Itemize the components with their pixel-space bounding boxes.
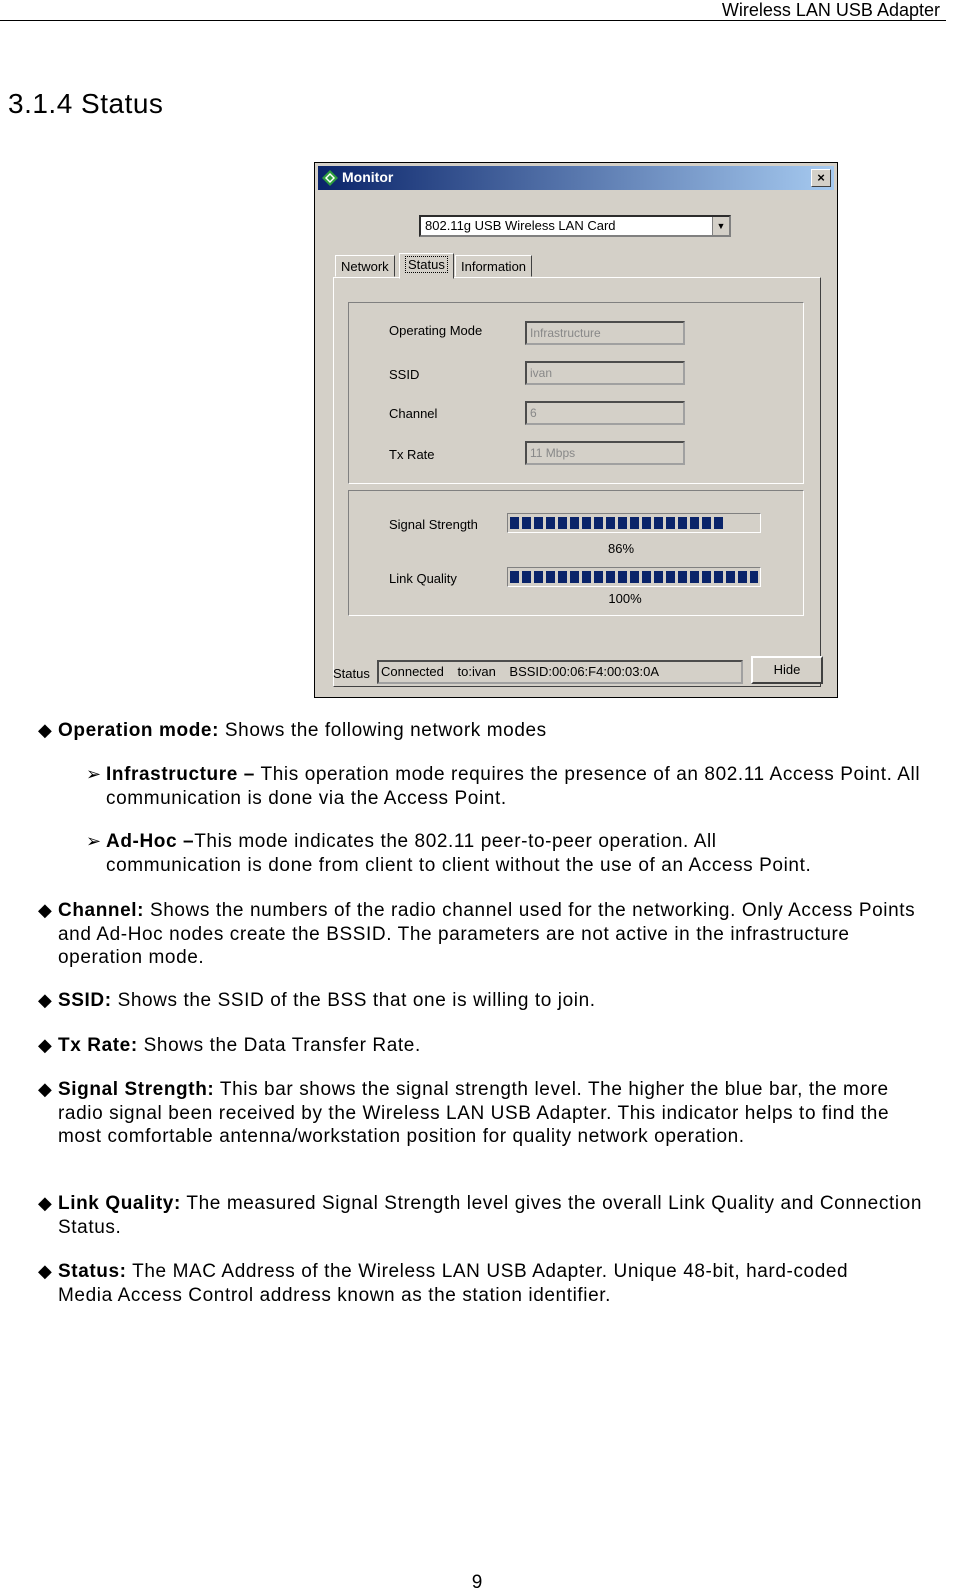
signal-strength-label: Signal Strength: [389, 517, 478, 532]
item-ssid: [58, 989, 928, 1013]
status-label: Status: [333, 666, 370, 681]
desc-ssid: Shows the SSID of the BSS that one is willing to join.: [117, 990, 596, 1011]
tab-information[interactable]: [455, 255, 532, 277]
link-quality-label: Link Quality: [389, 571, 457, 586]
term-operation-mode: Operation mode:: [58, 720, 220, 741]
arrow-bullet-icon: ➢: [86, 831, 102, 851]
term-signal-strength: Signal Strength:: [58, 1079, 215, 1100]
desc-channel: Shows the numbers of the radio channel used for the networking. Only Access Points and Ad-Hoc nodes create the BSSID. The parameters are not active in the infrastructure operation mode.: [58, 900, 916, 968]
desc-status: The MAC Address of the Wireless LAN USB Adapter. Unique 48-bit, hard-coded Media Access Control address known as the station identifier.: [58, 1261, 849, 1306]
arrow-bullet-icon: ➢: [86, 764, 102, 784]
term-channel: Channel:: [58, 900, 145, 921]
signal-strength-percent: 86%: [607, 541, 635, 556]
link-quality-bar: [507, 567, 761, 587]
diamond-bullet-icon: ◆: [38, 720, 52, 740]
item-operation-mode: [58, 719, 928, 743]
channel-field: 6: [525, 401, 685, 425]
diamond-bullet-icon: ◆: [38, 1193, 52, 1213]
desc-tx-rate: Shows the Data Transfer Rate.: [143, 1035, 421, 1056]
connection-info-group: [348, 302, 804, 484]
term-adhoc: Ad-Hoc –: [106, 831, 195, 852]
item-tx-rate: [58, 1034, 928, 1058]
header-rule: [0, 20, 946, 21]
diamond-bullet-icon: ◆: [38, 1079, 52, 1099]
page-number: 9: [471, 1572, 483, 1593]
window-title: Monitor: [342, 169, 394, 185]
diamond-bullet-icon: ◆: [38, 1261, 52, 1281]
desc-signal-strength: This bar shows the signal strength level. The higher the blue bar, the more radio signal been received by the Wireless LAN USB Adapter. This indicator helps to find the most comfortable antenna/workstation position for quality network operation.: [58, 1079, 890, 1147]
hide-button[interactable]: Hide: [751, 656, 823, 684]
tx-rate-field: 11 Mbps: [525, 441, 685, 465]
status-field: Connected to:ivan BSSID:00:06:F4:00:03:0A: [377, 660, 743, 684]
monitor-window: [314, 162, 838, 698]
section-title: 3.1.4 Status: [8, 88, 164, 119]
ssid-field: ivan: [525, 361, 685, 385]
signal-strength-bar-fill: [510, 517, 723, 529]
tab-network[interactable]: [335, 255, 395, 277]
monitor-app-icon: [322, 170, 338, 186]
item-signal-strength: [58, 1078, 938, 1149]
status-tab-panel: [333, 277, 821, 687]
link-quality-percent: 100%: [608, 591, 642, 606]
adapter-select[interactable]: [419, 215, 731, 237]
chevron-down-icon[interactable]: ▼: [712, 217, 729, 235]
term-infrastructure: Infrastructure –: [106, 764, 255, 785]
operating-mode-label: Operating Mode: [389, 323, 483, 338]
diamond-bullet-icon: ◆: [38, 990, 52, 1010]
tab-status-label: Status: [405, 256, 448, 273]
operating-mode-field: Infrastructure: [525, 321, 685, 345]
adapter-select-value: 802.11g USB Wireless LAN Card: [425, 218, 616, 233]
term-tx-rate: Tx Rate:: [58, 1035, 138, 1056]
tab-information-label: Information: [461, 259, 527, 274]
desc-infrastructure: This operation mode requires the presence of an 802.11 Access Point. All communication is done via the Access Point.: [106, 764, 921, 809]
tx-rate-label: Tx Rate: [389, 447, 435, 462]
term-status: Status:: [58, 1261, 127, 1282]
item-status: [58, 1260, 898, 1307]
diamond-bullet-icon: ◆: [38, 900, 52, 920]
tab-status[interactable]: [399, 253, 454, 279]
desc-operation-mode: Shows the following network modes: [224, 720, 547, 741]
signal-group: [348, 490, 804, 616]
item-infrastructure: [106, 763, 936, 810]
diamond-bullet-icon: ◆: [38, 1035, 52, 1055]
header-title: Wireless LAN USB Adapter: [721, 0, 940, 20]
close-button[interactable]: ×: [811, 169, 831, 187]
item-adhoc: [106, 830, 816, 877]
channel-label: Channel: [389, 406, 438, 421]
ssid-label: SSID: [389, 367, 420, 382]
link-quality-bar-fill: [510, 571, 758, 583]
desc-link-quality: The measured Signal Strength level gives the overall Link Quality and Connection Status.: [58, 1193, 922, 1238]
desc-adhoc: This mode indicates the 802.11 peer-to-peer operation. All communication is done from client to client without the use of an Access Point.: [106, 831, 812, 876]
item-link-quality: [58, 1192, 928, 1239]
tab-network-label: Network: [341, 259, 389, 274]
term-ssid: SSID:: [58, 990, 112, 1011]
window-titlebar[interactable]: [318, 166, 834, 190]
item-channel: [58, 899, 928, 970]
signal-strength-bar: [507, 513, 761, 533]
term-link-quality: Link Quality:: [58, 1193, 181, 1214]
